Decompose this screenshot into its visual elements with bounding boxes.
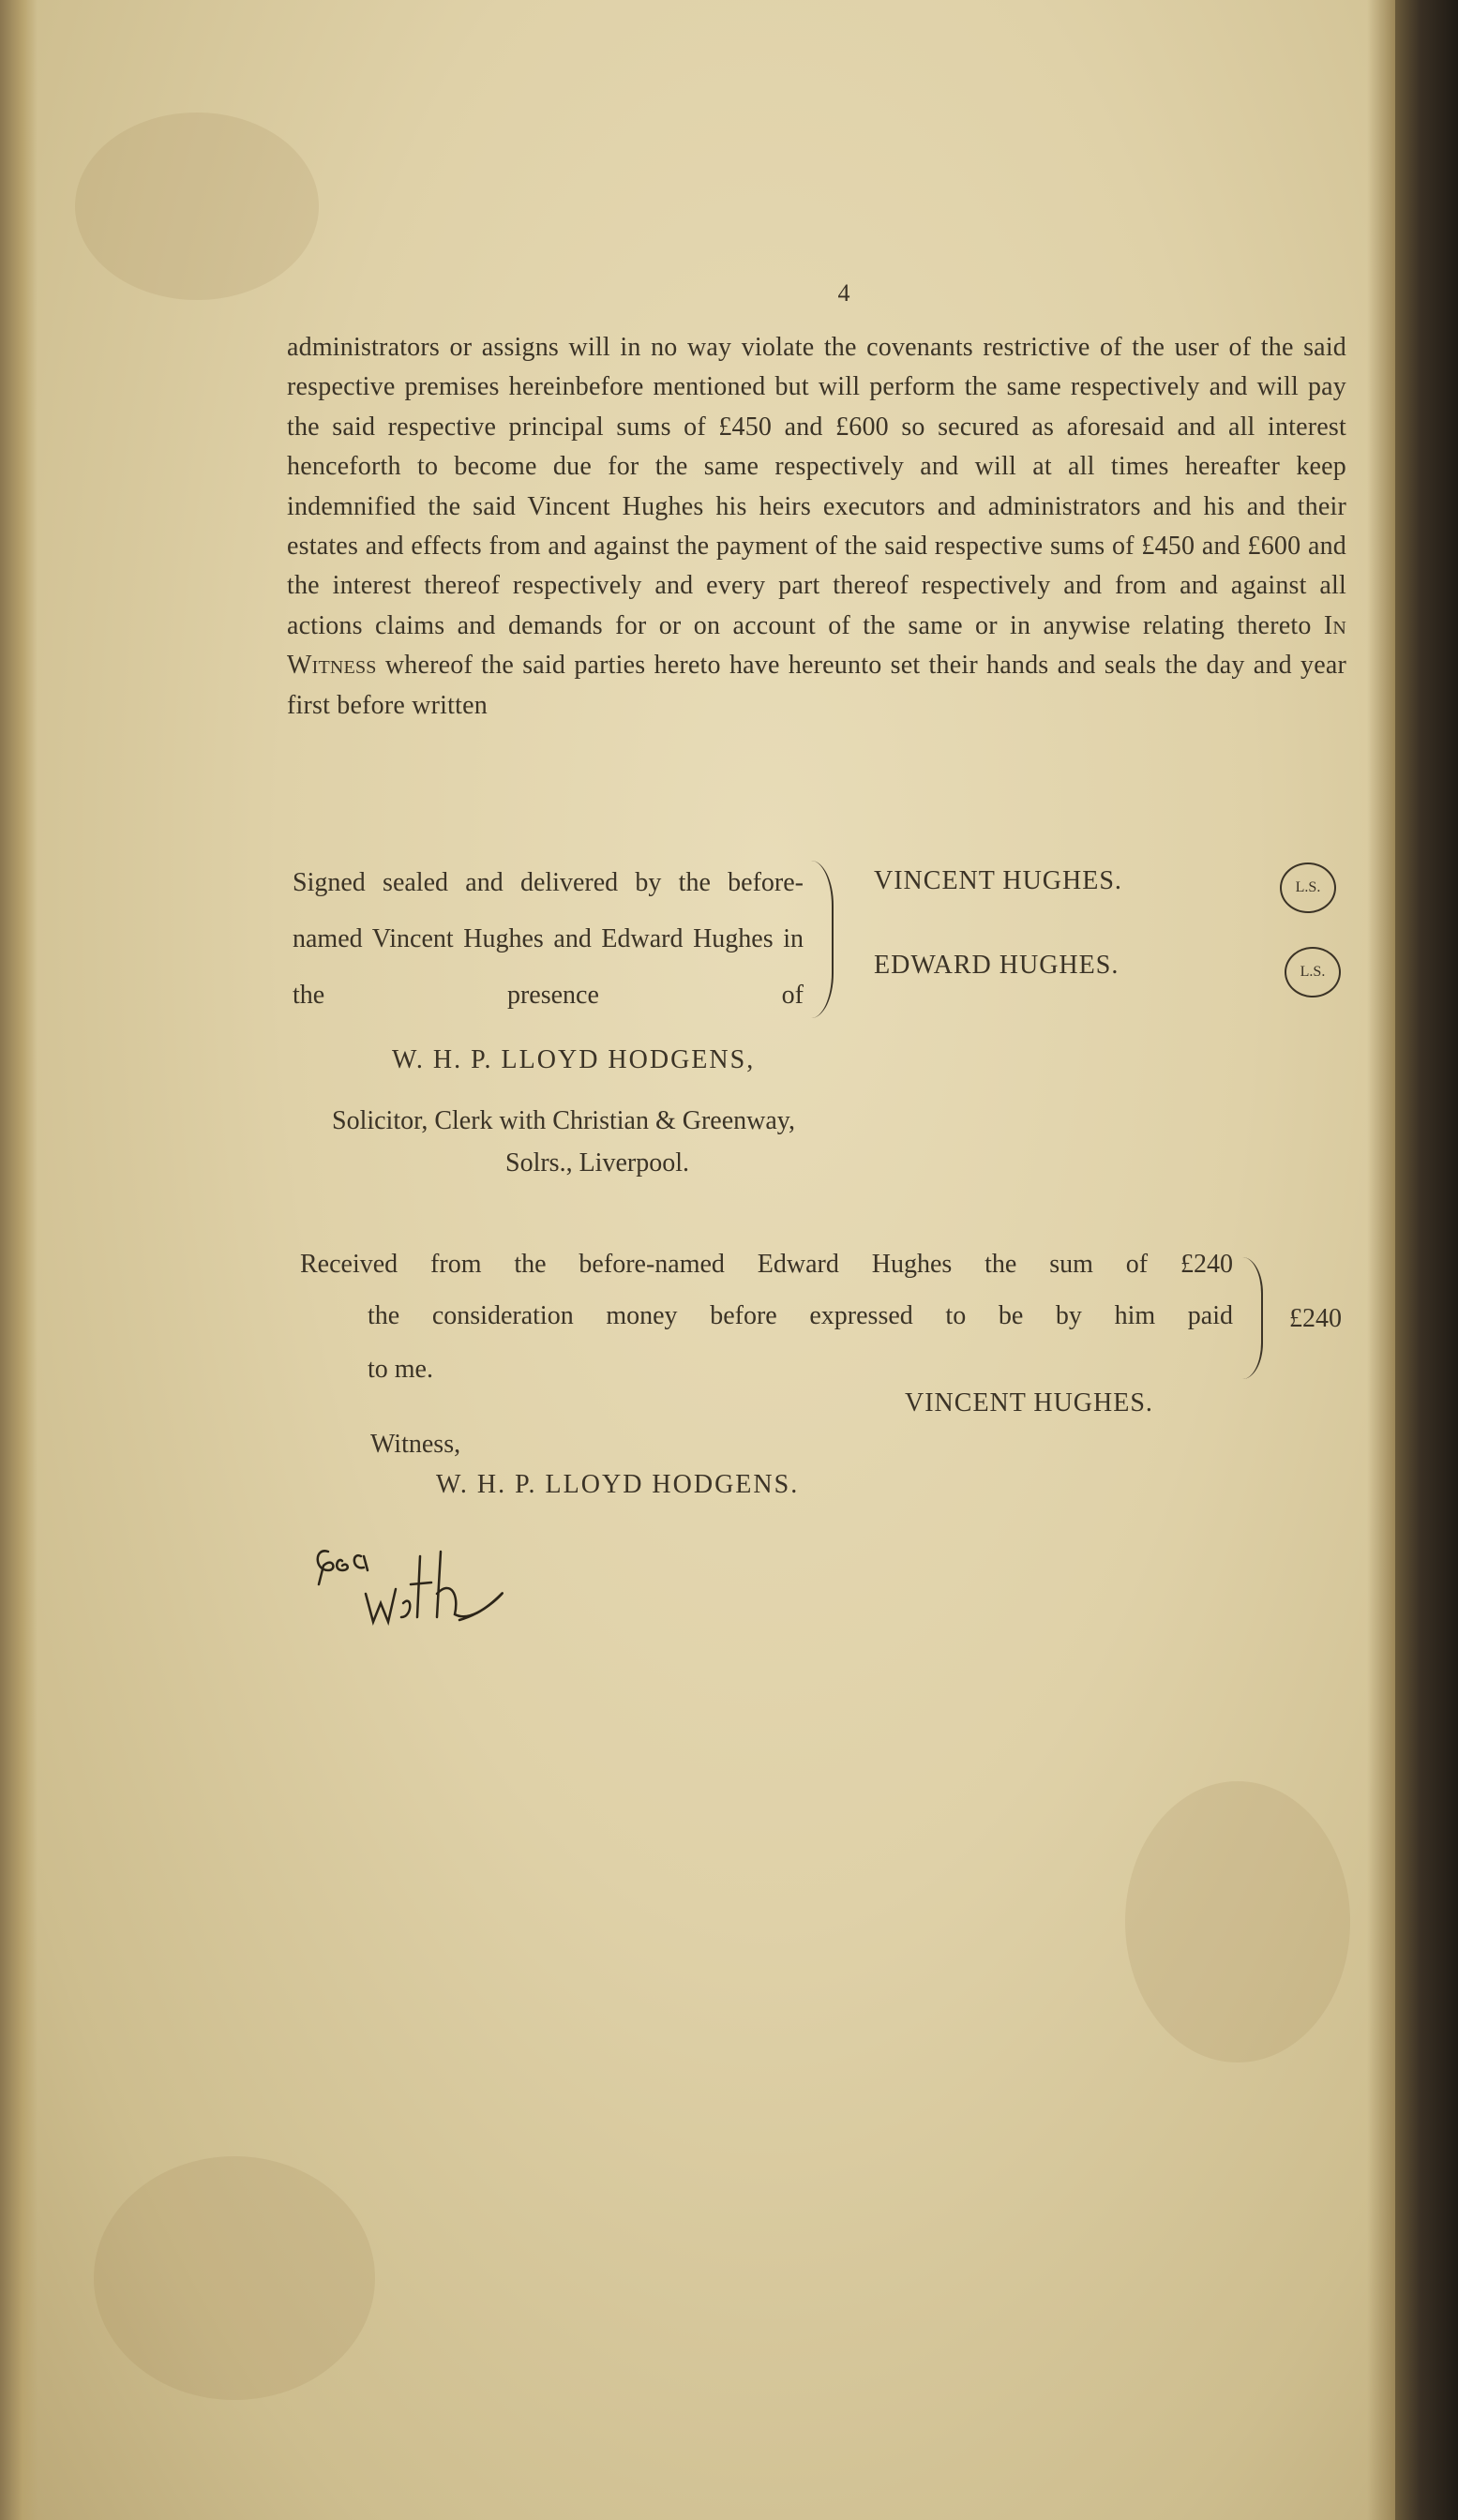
receipt-signatory: VINCENT HUGHES. [905,1388,1153,1418]
seal-mark: L.S. [1280,862,1336,913]
receipt-text-line: the consideration money before expressed to be by him paid [368,1301,1233,1330]
paper-stain [94,2156,375,2400]
receipt-amount: £240 [1289,1304,1342,1333]
page-number: 4 [837,279,850,307]
execution-block [293,855,1352,1024]
paper-stain [75,112,319,300]
receipt-witness-name: W. H. P. LLOYD HODGENS. [436,1470,800,1499]
brace [811,861,834,1018]
deed-body-paragraph [287,328,1346,726]
witness-description: Solicitor, Clerk with Christian & Greenway, [332,1106,795,1135]
receipt-text-line: to me. [368,1355,433,1384]
brace [1242,1257,1263,1379]
deed-body-text: administrators or assigns will in no way violate the covenants restrictive of the user of the said respective premises hereinbefore mentioned but will perform the same respectively and will pay the said respective principal sums of £450 and £600 so secured as aforesaid and all interest henceforth to become due for the same respectively and will at all times hereafter keep indemnified the said Vincent Hughes his heirs executors and administrators and his and their estates and effects from and against the payment of the said respective sums of £450 and £600 and the interest thereof respectively and every part thereof respectively and from and against all actions claims and demands for or on account of the same or in anywise relating thereto [287,333,1346,640]
receipt-text-line: Received from the before-named Edward Hughes the sum of £240 [300,1250,1233,1279]
page-edge-left [0,0,38,2520]
in-witness-phrase: In Witness [287,610,1346,681]
signatory-edward-hughes: EDWARD HUGHES. [874,951,1120,980]
paper-stain [1125,1781,1350,2062]
witness-name: W. H. P. LLOYD HODGENS, [392,1045,756,1074]
handwritten-signature [309,1528,525,1650]
receipt-witness-label: Witness, [370,1430,461,1459]
deed-body-text-end: whereof the said parties hereto have hereunto set their hands and seals the day and year first before written [287,651,1346,720]
signatory-vincent-hughes: VINCENT HUGHES. [874,866,1122,895]
witness-address: Solrs., Liverpool. [505,1148,689,1178]
attestation-clause: Signed sealed and delivered by the before-named Vincent Hughes and Edward Hughes in the presence of [293,868,804,1010]
book-binding [1395,0,1458,2520]
seal-mark: L.S. [1285,947,1341,998]
